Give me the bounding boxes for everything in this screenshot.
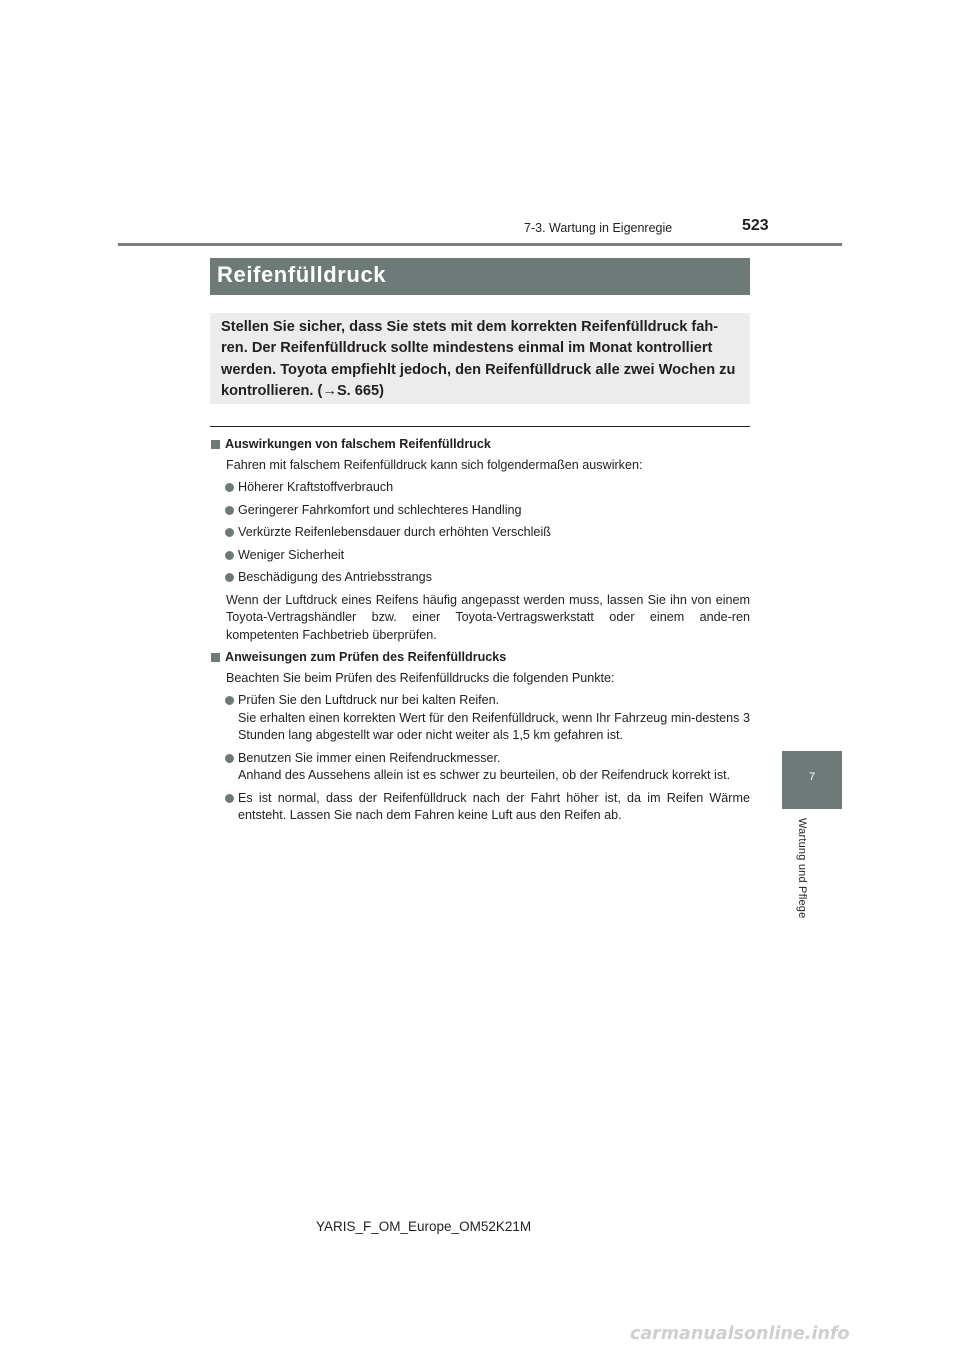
circle-bullet-icon <box>225 506 234 515</box>
list-item-text: Beschädigung des Antriebsstrangs <box>238 570 432 584</box>
footer-doc-id: YARIS_F_OM_Europe_OM52K21M <box>316 1219 532 1234</box>
list-item <box>210 569 750 587</box>
chapter-label: Wartung und Pflege <box>796 818 808 919</box>
list-item-detail: Anhand des Aussehens allein ist es schwer zu beurteilen, ob der Reifendruck korrekt ist. <box>238 768 731 782</box>
section-divider <box>210 426 750 427</box>
section-heading <box>210 436 750 454</box>
square-bullet-icon <box>211 440 220 449</box>
header-section: 7-3. Wartung in Eigenregie <box>524 221 673 235</box>
list-item-text: Prüfen Sie den Luftdruck nur bei kalten Reifen. <box>238 693 500 707</box>
section-heading-text: Anweisungen zum Prüfen des Reifenfülldrucks <box>225 650 507 664</box>
list-item <box>210 750 750 785</box>
section-heading <box>210 649 750 667</box>
circle-bullet-icon <box>225 794 234 803</box>
header-divider <box>118 243 842 246</box>
content <box>210 436 750 830</box>
list-item <box>210 502 750 520</box>
intro-box <box>210 313 750 404</box>
list-item-text: Verkürzte Reifenlebensdauer durch erhöhten Verschleiß <box>238 525 551 539</box>
list-item-text: Benutzen Sie immer einen Reifendruckmesser. <box>238 750 501 765</box>
list-item-text: Es ist normal, dass der Reifenfülldruck nach der Fahrt höher ist, da im Reifen Wärme entsteht. Lassen Sie nach dem Fahren keine Luft aus den Reifen ab. <box>238 790 750 822</box>
section-intro: Fahren mit falschem Reifenfülldruck kann sich folgendermaßen auswirken: <box>226 457 643 472</box>
circle-bullet-icon <box>225 528 234 537</box>
list-item-text: Weniger Sicherheit <box>238 547 345 562</box>
list-item-text: Höherer Kraftstoffverbrauch <box>238 480 394 494</box>
list-item <box>210 524 750 542</box>
list-item <box>210 790 750 825</box>
square-bullet-icon <box>211 653 220 662</box>
intro-text: Stellen Sie sicher, dass Sie stets mit dem korrekten Reifenfülldruck fah-ren. Der Reifenfülldruck sollte mindestens einmal im Monat kontrolliert werden. Toyota empfiehlt jedoch, den Reifenfülldruck alle zwei Wochen zu kontrollieren. (→S. 665) <box>221 319 736 399</box>
list-item <box>210 479 750 497</box>
chapter-tab <box>782 751 842 809</box>
title-banner <box>210 258 750 295</box>
circle-bullet-icon <box>225 551 234 560</box>
circle-bullet-icon <box>225 573 234 582</box>
page-title: Reifenfülldruck <box>217 262 387 287</box>
watermark: carmanualsonline.info <box>630 1324 850 1344</box>
list-item <box>210 692 750 745</box>
list-item-text: Geringerer Fahrkomfort und schlechteres Handling <box>238 502 522 517</box>
section-outro: Wenn der Luftdruck eines Reifens häufig angepasst werden muss, lassen Sie ihn von einem Toyota-Vertragshändler bzw. einer Toyota-Vertragswerkstatt oder einem ande-ren kompetenten Fachbetrieb überprüfen. <box>226 592 750 642</box>
section-heading-text: Auswirkungen von falschem Reifenfülldruck <box>225 437 491 451</box>
circle-bullet-icon <box>225 696 234 705</box>
list-item <box>210 547 750 565</box>
list-item-detail: Sie erhalten einen korrekten Wert für den Reifenfülldruck, wenn Ihr Fahrzeug min-destens 3 Stunden lang abgestellt war oder nicht weiter als 1,5 km gefahren ist. <box>238 710 750 742</box>
section-intro: Beachten Sie beim Prüfen des Reifenfülldrucks die folgenden Punkte: <box>226 670 615 685</box>
circle-bullet-icon <box>225 483 234 492</box>
chapter-number: 7 <box>808 771 816 783</box>
page-number: 523 <box>742 217 769 234</box>
circle-bullet-icon <box>225 754 234 763</box>
